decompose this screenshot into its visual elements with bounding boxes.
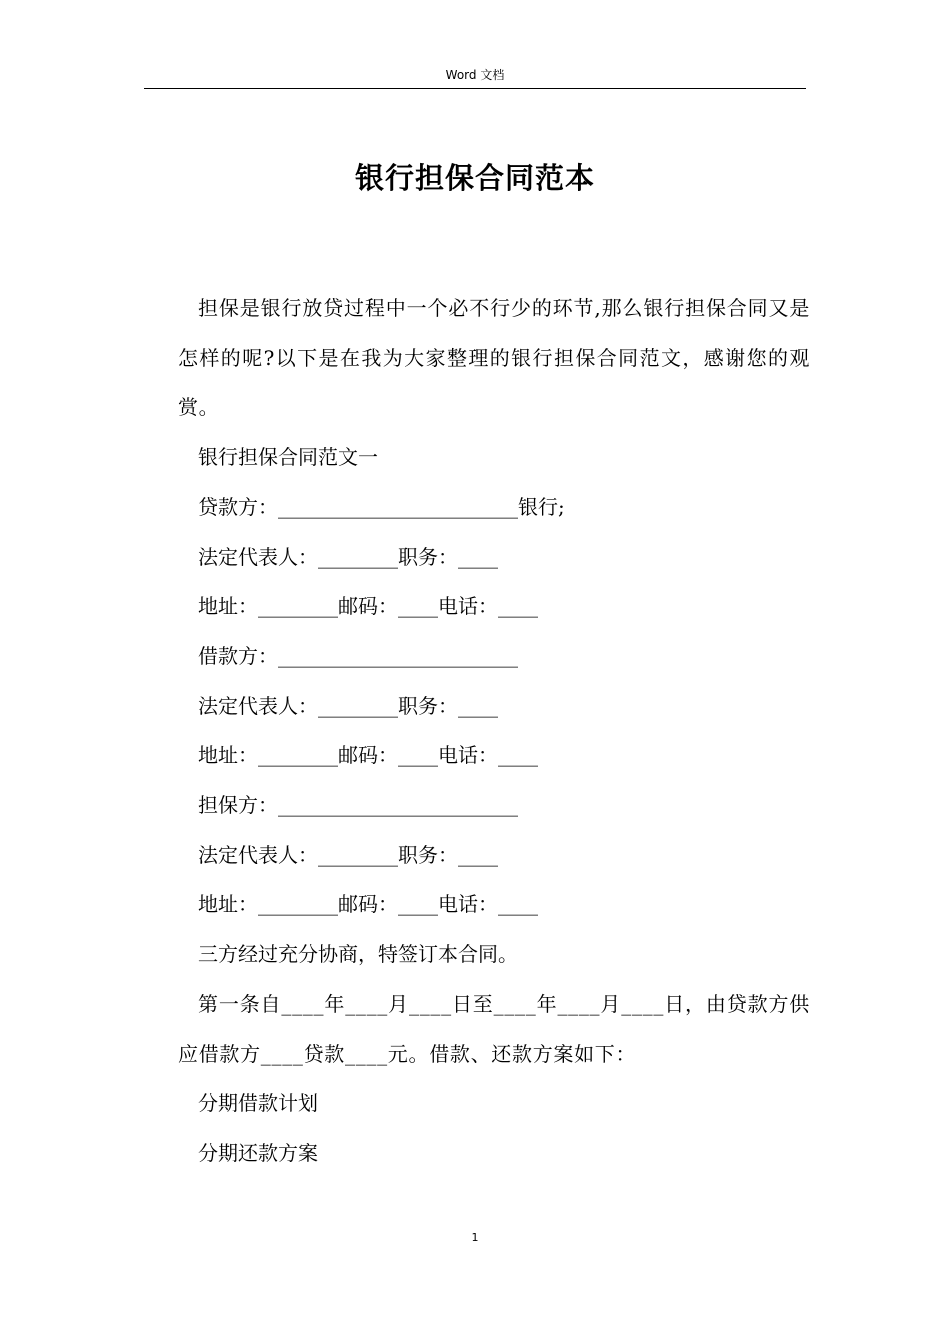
page-number: 1	[471, 1231, 479, 1244]
installment-loan-plan: 分期借款计划	[198, 1091, 318, 1116]
header-text: Word 文档	[445, 68, 505, 82]
document-body	[178, 284, 810, 1179]
guarantor-line: 担保方：________________________	[198, 793, 518, 818]
borrower-line: 借款方：________________________	[198, 643, 518, 668]
guarantor-representative-line: 法定代表人：________职务：____	[198, 842, 498, 867]
borrower-representative-line: 法定代表人：________职务：____	[198, 693, 498, 718]
lender-line: 贷款方：________________________银行;	[198, 494, 565, 519]
document-title: 银行担保合同范本	[354, 161, 595, 195]
installment-repayment-plan: 分期还款方案	[198, 1140, 318, 1165]
lender-address-line: 地址：________邮码：____电话：____	[198, 594, 538, 619]
lender-representative-line: 法定代表人：________职务：____	[198, 544, 498, 569]
borrower-address-line: 地址：________邮码：____电话：____	[198, 743, 538, 768]
guarantor-address-line: 地址：________邮码：____电话：____	[198, 892, 538, 917]
article-one-paragraph: 第一条自____年____月____日至____年____月____日，由贷款方供应借款方____贷款____元。借款、还款方案如下：	[178, 991, 810, 1066]
page-header	[144, 66, 806, 89]
agreement-statement: 三方经过充分协商，特签订本合同。	[198, 942, 518, 967]
section-heading: 银行担保合同范文一	[198, 445, 378, 470]
intro-paragraph: 担保是银行放贷过程中一个必不行少的环节,那么银行担保合同又是怎样的呢?以下是在我为大家整理的银行担保合同范文，感谢您的观赏。	[178, 296, 810, 420]
